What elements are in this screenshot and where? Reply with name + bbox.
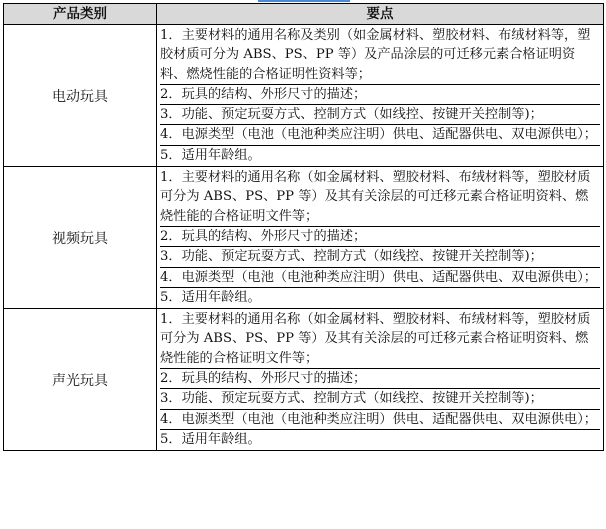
point-item: 5．适用年龄组。 bbox=[160, 429, 600, 449]
point-item: 1．主要材料的通用名称及类别（如金属材料、塑胶材料、布绒材料等，塑胶材质可分为 ABS、PS、PP 等）及产品涂层的可迁移元素合格证明资料、燃烧性能的合格证明性资料等； bbox=[160, 28, 591, 82]
point-item: 1．主要材料的通用名称（如金属材料、塑胶材料、布绒材料等，塑胶材质可分为 ABS、PS、PP 等）及其有关涂层的可迁移元素合格证明资料、燃烧性能的合格证明文件等； bbox=[160, 312, 591, 366]
point-item: 3．功能、预定玩耍方式、控制方式（如线控、按键开关控制等)； bbox=[160, 104, 600, 124]
table-row bbox=[4, 309, 604, 451]
product-requirements-table bbox=[3, 3, 604, 451]
point-item: 4．电源类型（电池（电池种类应注明）供电、适配器供电、双电源供电）； bbox=[160, 124, 600, 144]
category-cell: 视频玩具 bbox=[4, 167, 157, 309]
points-cell bbox=[157, 167, 604, 309]
point-item: 5．适用年龄组。 bbox=[160, 145, 600, 165]
points-cell bbox=[157, 25, 604, 167]
category-cell: 电动玩具 bbox=[4, 25, 157, 167]
top-accent-line bbox=[258, 0, 350, 2]
point-item: 2．玩具的结构、外形尺寸的描述； bbox=[160, 84, 600, 104]
point-item: 4．电源类型（电池（电池种类应注明）供电、适配器供电、双电源供电）； bbox=[160, 267, 600, 287]
header-category: 产品类别 bbox=[4, 4, 157, 25]
point-item: 5．适用年龄组。 bbox=[160, 287, 600, 307]
points-cell bbox=[157, 309, 604, 451]
table-row bbox=[4, 167, 604, 309]
table-row bbox=[4, 25, 604, 167]
category-cell: 声光玩具 bbox=[4, 309, 157, 451]
point-item: 2．玩具的结构、外形尺寸的描述； bbox=[160, 226, 600, 246]
point-item: 3．功能、预定玩耍方式、控制方式（如线控、按键开关控制等)； bbox=[160, 388, 600, 408]
header-points: 要点 bbox=[157, 4, 604, 25]
point-item: 2．玩具的结构、外形尺寸的描述； bbox=[160, 368, 600, 388]
point-item: 4．电源类型（电池（电池种类应注明）供电、适配器供电、双电源供电）； bbox=[160, 409, 600, 429]
header-row bbox=[4, 4, 604, 25]
point-item: 3．功能、预定玩耍方式、控制方式（如线控、按键开关控制等)； bbox=[160, 246, 600, 266]
point-item: 1．主要材料的通用名称（如金属材料、塑胶材料、布绒材料等，塑胶材质可分为 ABS、PS、PP 等）及其有关涂层的可迁移元素合格证明资料、燃烧性能的合格证明文件等； bbox=[160, 170, 591, 224]
